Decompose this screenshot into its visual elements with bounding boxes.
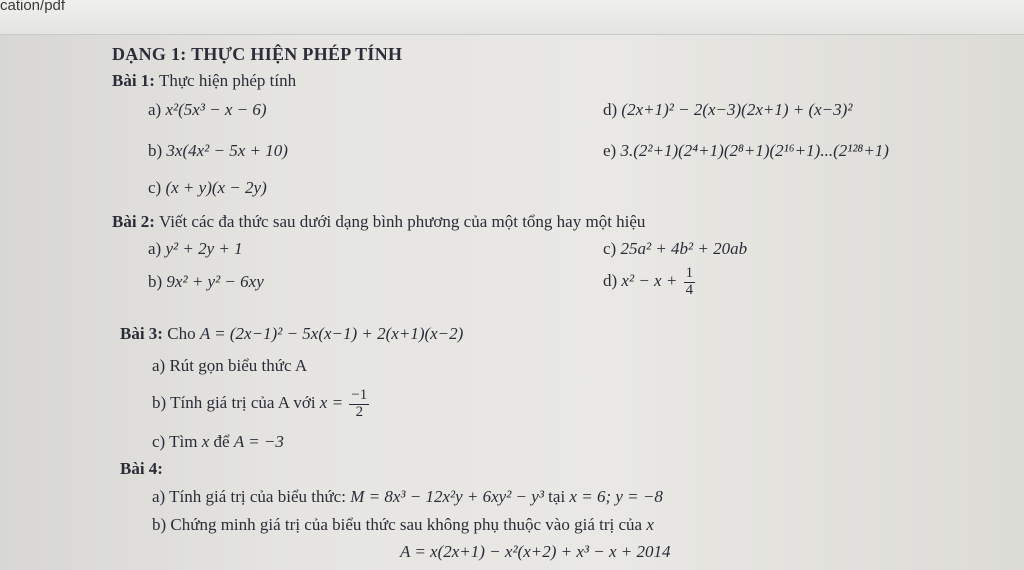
bai4-label: Bài 4: bbox=[120, 459, 163, 478]
fraction-denominator: 2 bbox=[355, 403, 364, 420]
item-text: c) Tìm bbox=[152, 432, 198, 451]
math-variable: x bbox=[201, 432, 210, 451]
bai4-item-a bbox=[152, 487, 663, 507]
math-expression: 25a² + 4b² + 20ab bbox=[620, 239, 748, 258]
math-expression: x = 6; y = −8 bbox=[569, 487, 663, 506]
bai1-item-c bbox=[148, 178, 267, 198]
item-text: tại bbox=[548, 487, 566, 506]
item-label: d) bbox=[603, 271, 618, 291]
fraction-numerator: 1 bbox=[685, 265, 694, 281]
bai3-label: Bài 3: bbox=[120, 324, 163, 343]
math-expression: y² + 2y + 1 bbox=[165, 239, 243, 258]
math-expression: A = −3 bbox=[233, 432, 284, 451]
fraction-denominator: 4 bbox=[685, 281, 694, 298]
math-expression: 3x(4x² − 5x + 10) bbox=[166, 141, 288, 160]
bai2-heading bbox=[112, 212, 645, 232]
page-title: DẠNG 1: THỰC HIỆN PHÉP TÍNH bbox=[112, 44, 403, 64]
math-expression: x = bbox=[319, 393, 344, 413]
item-label: d) bbox=[603, 100, 618, 119]
item-label: b) bbox=[148, 141, 163, 160]
bai1-item-a bbox=[148, 100, 267, 120]
bai2-item-a bbox=[148, 239, 243, 259]
math-expression: 9x² + y² − 6xy bbox=[166, 272, 264, 291]
item-text: a) Tính giá trị của biểu thức: bbox=[152, 487, 346, 506]
bai2-text: Viết các đa thức sau dưới dạng bình phương của một tổng hay một hiệu bbox=[158, 212, 646, 231]
item-label: b) bbox=[148, 272, 163, 291]
fraction bbox=[684, 266, 696, 299]
bai1-text: Thực hiện phép tính bbox=[158, 71, 297, 90]
bai1-item-b bbox=[148, 141, 288, 161]
bai4-expression: A = x(2x+1) − x²(x+2) + x³ − x + 2014 bbox=[400, 542, 671, 561]
math-expression: (2x+1)² − 2(x−3)(2x+1) + (x−3)² bbox=[621, 100, 853, 119]
url-text[interactable]: cation/pdf bbox=[0, 0, 66, 14]
bai3-heading bbox=[120, 324, 463, 344]
bai3-item-b bbox=[152, 388, 371, 421]
math-expression: 3.(2²+1)(2⁴+1)(2⁸+1)(2¹⁶+1)...(2¹²⁸+1) bbox=[620, 141, 889, 160]
bai4-item-b bbox=[152, 515, 654, 535]
bai1-item-e bbox=[603, 141, 889, 161]
math-expression: M = 8x³ − 12x²y + 6xy² − y³ bbox=[350, 487, 544, 506]
math-expression: (x + y)(x − 2y) bbox=[165, 178, 267, 197]
bai3-item-c bbox=[152, 432, 284, 452]
bai2-item-d bbox=[603, 266, 697, 299]
bai1-item-d bbox=[603, 100, 852, 120]
bai2-item-c bbox=[603, 239, 747, 259]
bai2-item-b bbox=[148, 272, 264, 292]
bai1-heading bbox=[112, 71, 296, 91]
math-expression: x² − x + bbox=[621, 271, 678, 291]
math-expression: x²(5x³ − x − 6) bbox=[165, 100, 267, 119]
math-expression: A = (2x−1)² − 5x(x−1) + 2(x+1)(x−2) bbox=[199, 324, 464, 343]
item-label: e) bbox=[603, 141, 617, 160]
fraction bbox=[349, 388, 369, 421]
bai3-item-a: a) Rút gọn biểu thức A bbox=[152, 356, 308, 375]
fraction-numerator: −1 bbox=[351, 387, 368, 403]
item-text: b) Chứng minh giá trị của biểu thức sau không phụ thuộc vào giá trị của bbox=[152, 515, 643, 534]
item-label: a) bbox=[148, 100, 162, 119]
math-variable: x bbox=[646, 515, 654, 534]
item-label: c) bbox=[148, 178, 162, 197]
item-label: a) bbox=[148, 239, 162, 258]
bai3-text: Cho bbox=[167, 324, 196, 343]
item-text: b) Tính giá trị của A với bbox=[152, 393, 316, 413]
bai2-label: Bài 2: bbox=[112, 212, 155, 231]
item-label: c) bbox=[603, 239, 617, 258]
bai1-label: Bài 1: bbox=[112, 71, 155, 90]
item-text: để bbox=[213, 432, 230, 451]
